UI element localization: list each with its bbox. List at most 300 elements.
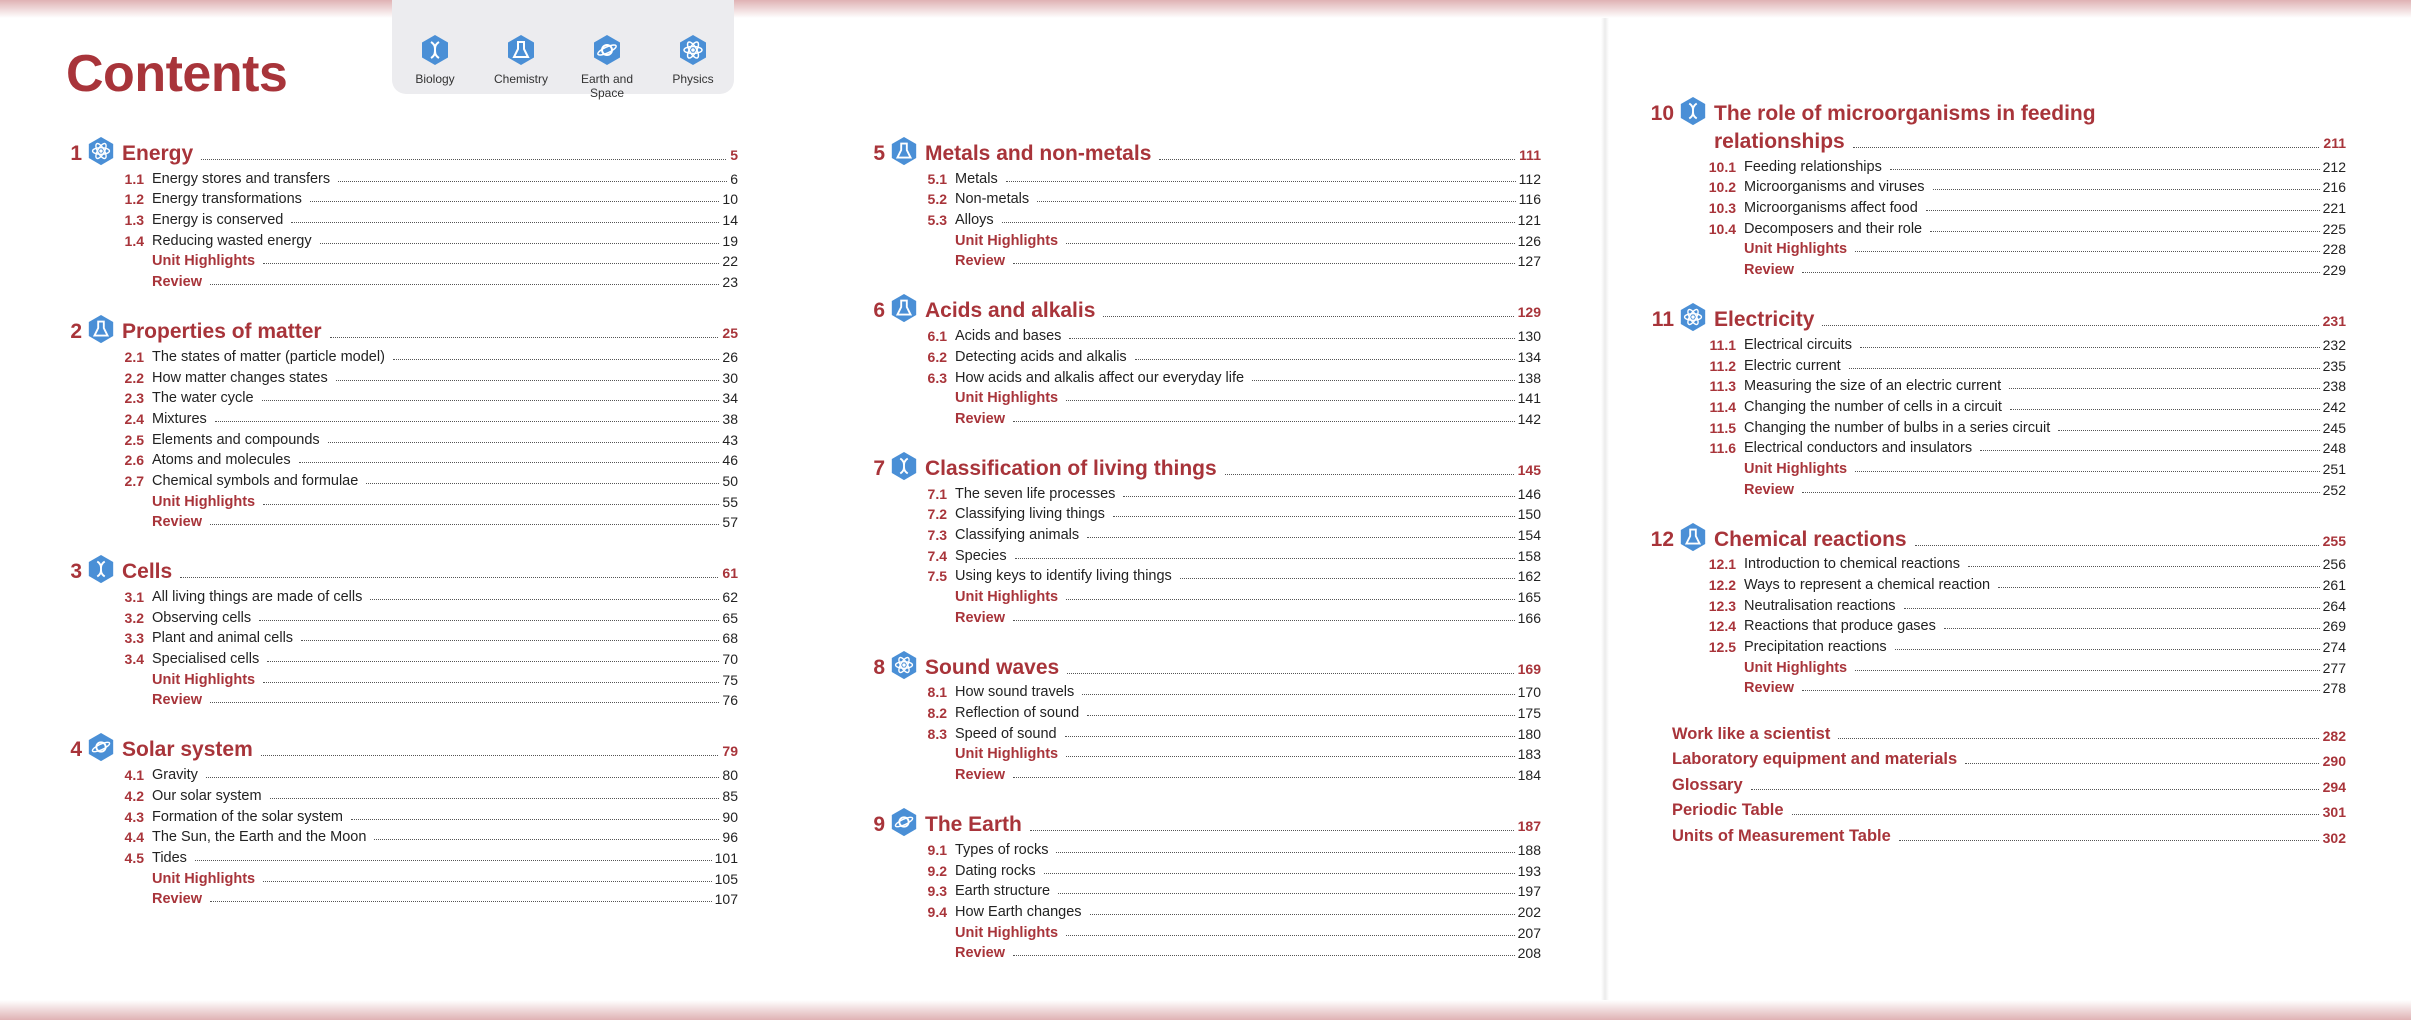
dot-leader: [366, 483, 719, 484]
unit-heading-continued: [1646, 126, 2346, 154]
unit-extra-entry: [54, 688, 738, 709]
back-matter-title: Laboratory equipment and materials: [1672, 750, 1958, 769]
dot-leader: [370, 599, 719, 600]
unit-title: Solar system: [122, 738, 253, 762]
back-matter-page-number: 294: [2322, 778, 2346, 795]
section-entry: [54, 804, 738, 825]
section-page-number: 121: [1517, 212, 1541, 229]
section-entry: [54, 626, 738, 647]
dot-leader: [1890, 169, 2320, 170]
unit-title: Cells: [122, 560, 173, 584]
legend-item-physics: [650, 34, 736, 86]
section-number: 11.5: [1709, 419, 1736, 436]
section-number: 2.3: [124, 390, 144, 407]
section-number: 8.1: [927, 684, 947, 701]
unit-page-number: 129: [1517, 304, 1541, 321]
unit-heading: [857, 809, 1541, 837]
legend-label: Earth and Space: [580, 72, 634, 100]
dot-leader: [1087, 537, 1515, 538]
section-entry: [54, 228, 738, 249]
unit-heading: [857, 652, 1541, 680]
section-page-number: 216: [2322, 179, 2346, 196]
section-title: Unit Highlights: [955, 589, 1059, 605]
section-page-number: 22: [722, 253, 738, 270]
section-number: 12.1: [1708, 556, 1736, 573]
dot-leader: [215, 421, 720, 422]
section-page-number: 261: [2322, 577, 2346, 593]
section-title: Speed of sound: [955, 725, 1057, 742]
section-page-number: 184: [1517, 767, 1541, 784]
section-entry: [54, 406, 738, 427]
section-page-number: 207: [1517, 924, 1541, 941]
unit-number: 1: [70, 142, 82, 165]
section-entry: [1646, 593, 2346, 614]
unit-extra-entry: [1646, 257, 2346, 278]
section-entry: [54, 448, 738, 469]
section-title: Energy transformations: [152, 191, 302, 208]
section-number: 4.1: [124, 767, 144, 784]
dna-icon: [889, 451, 919, 481]
unit-2: [54, 316, 738, 530]
section-page-number: 269: [2322, 618, 2346, 635]
unit-number: 2: [70, 320, 82, 344]
section-number: 4.4: [124, 829, 144, 846]
dot-leader: [1113, 516, 1515, 517]
contents-column-3: [1646, 98, 2346, 846]
section-entry: [54, 646, 738, 667]
flask-icon: [889, 136, 919, 166]
dot-leader: [1998, 587, 2320, 588]
section-title: Electric current: [1744, 357, 1841, 374]
section-page-number: 150: [1517, 506, 1541, 523]
section-page-number: 130: [1517, 328, 1541, 345]
dot-leader: [1926, 210, 2320, 211]
section-entry: [857, 879, 1541, 900]
section-page-number: 43: [722, 431, 738, 448]
section-entry: [1646, 614, 2346, 635]
section-number: 2.6: [124, 452, 144, 469]
dot-leader: [338, 181, 727, 182]
section-page-number: 251: [2322, 460, 2346, 477]
section-title: Unit Highlights: [152, 253, 256, 270]
section-page-number: 212: [2322, 158, 2346, 175]
section-entry: [857, 522, 1541, 543]
section-title: Classifying animals: [955, 526, 1080, 543]
section-number: 2.7: [124, 472, 144, 489]
unit-extra-entry: [857, 941, 1541, 962]
section-number: 8.3: [927, 725, 947, 742]
unit-extra-entry: [54, 667, 738, 688]
dot-leader: [201, 159, 726, 160]
section-title: Alloys: [955, 212, 994, 229]
section-number: 1.3: [124, 212, 144, 229]
dot-leader: [1066, 243, 1515, 244]
back-matter-page-number: 302: [2322, 829, 2346, 846]
section-title: Reactions that produce gases: [1744, 618, 1936, 635]
section-entry: [857, 700, 1541, 721]
section-page-number: 235: [2322, 357, 2346, 374]
section-entry: [857, 721, 1541, 742]
unit-extra-entry: [857, 605, 1541, 626]
section-page-number: 116: [1518, 191, 1541, 208]
unit-extra-entry: [54, 249, 738, 270]
back-matter-entry: [1672, 795, 2346, 821]
page-title: Contents: [66, 45, 288, 103]
unit-9: [857, 809, 1541, 961]
section-number: 11.2: [1709, 357, 1736, 374]
unit-number: 11: [1651, 308, 1674, 332]
dot-leader: [1044, 873, 1515, 874]
section-page-number: 101: [714, 849, 738, 866]
section-entry: [857, 680, 1541, 701]
section-entry: [1646, 195, 2346, 216]
section-title: Energy stores and transfers: [152, 170, 331, 187]
section-entry: [1646, 634, 2346, 655]
unit-heading: [1646, 304, 2346, 332]
unit-extra-entry: [54, 866, 738, 887]
unit-number: 5: [873, 142, 885, 165]
section-title: Unit Highlights: [955, 746, 1059, 763]
section-title: Using keys to identify living things: [955, 568, 1172, 585]
section-title: Microorganisms and viruses: [1744, 179, 1925, 196]
legend-label: Physics: [672, 72, 714, 86]
back-matter-entry: [1672, 718, 2346, 744]
planet-icon: [592, 34, 622, 66]
section-title: The seven life processes: [955, 485, 1116, 502]
section-title: Species: [955, 547, 1007, 564]
section-title: Review: [1744, 680, 1794, 697]
section-title: Unit Highlights: [955, 390, 1059, 407]
section-entry: [1646, 374, 2346, 395]
unit-title: Classification of living things: [925, 456, 1217, 480]
dna-icon: [420, 34, 450, 66]
section-number: 9.4: [927, 903, 947, 920]
dot-leader: [270, 798, 720, 799]
back-matter-title: Glossary: [1672, 775, 1743, 794]
section-page-number: 197: [1517, 883, 1541, 900]
unit-title: The role of microorganisms in feeding: [1714, 102, 2096, 125]
section-number: 5.1: [927, 170, 947, 187]
dot-leader: [1135, 359, 1515, 360]
dot-leader: [1002, 222, 1515, 223]
section-title: Reducing wasted energy: [152, 232, 312, 249]
section-title: The Sun, the Earth and the Moon: [152, 829, 367, 846]
dot-leader: [1802, 690, 2320, 691]
legend-label: Biology: [415, 72, 455, 86]
section-title: All living things are made of cells: [152, 589, 363, 605]
section-entry: [54, 845, 738, 866]
unit-extra-entry: [857, 386, 1541, 407]
section-title: Types of rocks: [955, 841, 1049, 858]
section-title: Changing the number of cells in a circuit: [1744, 398, 2002, 415]
book-spine: [1601, 0, 1609, 1020]
section-page-number: 126: [1517, 232, 1541, 249]
section-number: 11.3: [1709, 378, 1736, 395]
unit-title-continued: relationships: [1714, 130, 1845, 153]
unit-number: 8: [873, 655, 885, 679]
section-page-number: 112: [1518, 170, 1541, 187]
unit-extra-entry: [54, 489, 738, 510]
dot-leader: [1860, 347, 2320, 348]
section-entry: [857, 166, 1541, 187]
section-page-number: 229: [2322, 262, 2346, 279]
section-title: Mixtures: [152, 410, 207, 427]
section-number: 10.1: [1708, 158, 1736, 175]
section-entry: [857, 344, 1541, 365]
section-page-number: 10: [722, 191, 738, 208]
section-number: 11.4: [1709, 398, 1736, 415]
unit-extra-entry: [857, 406, 1541, 427]
back-matter-title: Units of Measurement Table: [1672, 826, 1891, 845]
dot-leader: [1792, 814, 2319, 815]
section-page-number: 62: [722, 589, 738, 605]
section-page-number: 183: [1517, 746, 1541, 763]
section-page-number: 138: [1517, 369, 1541, 386]
unit-extra-entry: [857, 249, 1541, 270]
section-page-number: 193: [1517, 862, 1541, 879]
section-page-number: 46: [722, 452, 738, 469]
section-page-number: 85: [722, 787, 738, 804]
section-page-number: 90: [722, 808, 738, 825]
dot-leader: [267, 661, 719, 662]
section-entry: [857, 502, 1541, 523]
dot-leader: [336, 380, 720, 381]
unit-extra-entry: [1646, 676, 2346, 697]
section-page-number: 68: [722, 630, 738, 647]
unit-page-number: 187: [1517, 818, 1541, 835]
section-title: Gravity: [152, 767, 198, 784]
section-title: How sound travels: [955, 684, 1075, 701]
unit-heading: [54, 316, 738, 344]
flask-icon: [86, 314, 116, 344]
section-page-number: 55: [722, 493, 738, 510]
dot-leader: [262, 400, 720, 401]
back-matter-entry: [1672, 769, 2346, 795]
unit-number: 3: [70, 560, 82, 584]
section-entry: [857, 837, 1541, 858]
section-page-number: 6: [730, 170, 738, 187]
section-number: 6.1: [927, 328, 947, 345]
unit-page-number: 61: [722, 565, 738, 582]
dot-leader: [1853, 147, 2320, 148]
dot-leader: [2009, 388, 2320, 389]
unit-page-number: 255: [2322, 532, 2346, 549]
unit-title: The Earth: [925, 813, 1022, 837]
unit-title: Acids and alkalis: [925, 299, 1096, 323]
section-title: Specialised cells: [152, 651, 260, 668]
unit-5: [857, 138, 1541, 269]
subject-legend: [392, 0, 734, 100]
dot-leader: [1090, 914, 1515, 915]
section-entry: [54, 825, 738, 846]
planet-icon: [889, 807, 919, 837]
section-title: Microorganisms affect food: [1744, 200, 1918, 217]
section-title: Feeding relationships: [1744, 158, 1882, 175]
section-page-number: 154: [1517, 526, 1541, 543]
section-page-number: 141: [1517, 390, 1541, 407]
unit-extra-entry: [54, 510, 738, 531]
section-entry: [54, 783, 738, 804]
unit-7: [857, 453, 1541, 626]
dot-leader: [206, 777, 720, 778]
section-page-number: 170: [1517, 684, 1541, 701]
dot-leader: [1915, 545, 2319, 546]
unit-title: Chemical reactions: [1714, 527, 1907, 551]
section-entry: [54, 207, 738, 228]
section-page-number: 107: [714, 891, 738, 908]
unit-heading: [857, 453, 1541, 481]
section-page-number: 202: [1517, 903, 1541, 920]
unit-4: [54, 734, 738, 907]
flask-icon: [889, 293, 919, 323]
section-page-number: 221: [2322, 200, 2346, 217]
dot-leader: [210, 901, 712, 902]
section-entry: [857, 187, 1541, 208]
section-entry: [54, 344, 738, 365]
section-page-number: 264: [2322, 597, 2346, 614]
section-number: 7.2: [927, 506, 947, 523]
section-page-number: 274: [2322, 639, 2346, 656]
dot-leader: [393, 359, 720, 360]
dot-leader: [1968, 566, 2320, 567]
section-entry: [1646, 552, 2346, 573]
section-page-number: 252: [2322, 481, 2346, 498]
unit-title: Electricity: [1714, 308, 1815, 332]
section-number: 11.1: [1709, 336, 1736, 353]
dot-leader: [2058, 430, 2319, 431]
unit-number: 7: [873, 456, 885, 480]
section-page-number: 277: [2322, 659, 2346, 676]
section-number: 6.3: [927, 369, 947, 386]
dot-leader: [1037, 201, 1516, 202]
section-title: Review: [955, 253, 1005, 270]
unit-number: 4: [70, 738, 82, 762]
dot-leader: [1899, 840, 2319, 841]
legend-label: Chemistry: [493, 72, 548, 86]
section-number: 7.5: [927, 568, 947, 585]
section-page-number: 180: [1517, 725, 1541, 742]
section-entry: [54, 427, 738, 448]
section-page-number: 26: [722, 348, 738, 365]
dot-leader: [1904, 608, 2320, 609]
dot-leader: [259, 620, 719, 621]
section-title: Electrical circuits: [1744, 336, 1852, 353]
section-number: 3.4: [124, 651, 144, 668]
section-title: Earth structure: [955, 883, 1051, 900]
legend-item-chemistry: [478, 34, 564, 86]
back-matter-title: Periodic Table: [1672, 801, 1784, 820]
section-number: 5.3: [927, 212, 947, 229]
section-entry: [857, 365, 1541, 386]
section-page-number: 208: [1517, 945, 1541, 962]
unit-extra-entry: [857, 584, 1541, 605]
unit-number: 6: [873, 299, 885, 323]
section-page-number: 70: [722, 651, 738, 668]
unit-heading: [1646, 98, 2346, 126]
section-page-number: 80: [722, 767, 738, 784]
legend-item-biology: [392, 34, 478, 86]
flask-icon: [1678, 522, 1708, 552]
unit-extra-entry: [1646, 477, 2346, 498]
unit-heading: [857, 138, 1541, 166]
section-number: 12.5: [1708, 639, 1736, 656]
dot-leader: [2010, 409, 2320, 410]
unit-heading: [54, 734, 738, 762]
section-entry: [857, 543, 1541, 564]
section-number: 1.4: [124, 232, 144, 249]
section-entry: [54, 166, 738, 187]
dot-leader: [1802, 272, 2320, 273]
dot-leader: [1855, 670, 2320, 671]
unit-extra-entry: [1646, 237, 2346, 258]
dot-leader: [1013, 777, 1515, 778]
section-page-number: 50: [722, 472, 738, 489]
section-title: Precipitation reactions: [1744, 639, 1887, 656]
section-number: 12.4: [1708, 618, 1736, 635]
dot-leader: [1013, 263, 1515, 264]
section-page-number: 146: [1517, 485, 1541, 502]
dot-leader: [301, 640, 719, 641]
dot-leader: [263, 504, 719, 505]
unit-page-number: 211: [2323, 135, 2346, 151]
section-number: 2.1: [124, 348, 144, 365]
section-title: The water cycle: [152, 390, 254, 407]
section-entry: [54, 386, 738, 407]
unit-title: Metals and non-metals: [925, 142, 1152, 165]
section-page-number: 228: [2322, 241, 2346, 258]
dot-leader: [1855, 251, 2320, 252]
section-title: Review: [152, 891, 202, 908]
section-number: 4.2: [124, 787, 144, 804]
section-page-number: 23: [722, 274, 738, 291]
section-entry: [1646, 216, 2346, 237]
dot-leader: [1066, 756, 1515, 757]
back-matter-title: Work like a scientist: [1672, 724, 1831, 743]
dot-leader: [263, 263, 719, 264]
section-title: Reflection of sound: [955, 705, 1080, 722]
section-number: 12.3: [1708, 597, 1736, 614]
dot-leader: [1056, 852, 1514, 853]
section-number: 4.5: [124, 849, 144, 866]
dot-leader: [1895, 649, 2320, 650]
dot-leader: [1225, 474, 1514, 475]
dot-leader: [1180, 578, 1515, 579]
section-page-number: 242: [2322, 398, 2346, 415]
section-page-number: 248: [2322, 440, 2346, 457]
dot-leader: [1838, 738, 2318, 739]
dot-leader: [374, 839, 719, 840]
section-page-number: 256: [2322, 556, 2346, 573]
top-edge-band: [0, 0, 2411, 18]
section-title: Tides: [152, 849, 187, 866]
section-title: Review: [955, 767, 1005, 784]
section-entry: [1646, 572, 2346, 593]
section-title: Unit Highlights: [1744, 659, 1848, 676]
planet-icon: [86, 732, 116, 762]
section-page-number: 57: [722, 514, 738, 531]
section-number: 10.2: [1708, 179, 1736, 196]
section-number: 2.4: [124, 410, 144, 427]
dot-leader: [1751, 789, 2319, 790]
dot-leader: [320, 243, 720, 244]
dot-leader: [1067, 673, 1513, 674]
column-3-units: [1646, 98, 2346, 696]
section-number: 10.4: [1708, 220, 1736, 237]
section-entry: [857, 481, 1541, 502]
section-entry: [857, 858, 1541, 879]
dot-leader: [1822, 325, 2318, 326]
section-number: 3.2: [124, 609, 144, 626]
